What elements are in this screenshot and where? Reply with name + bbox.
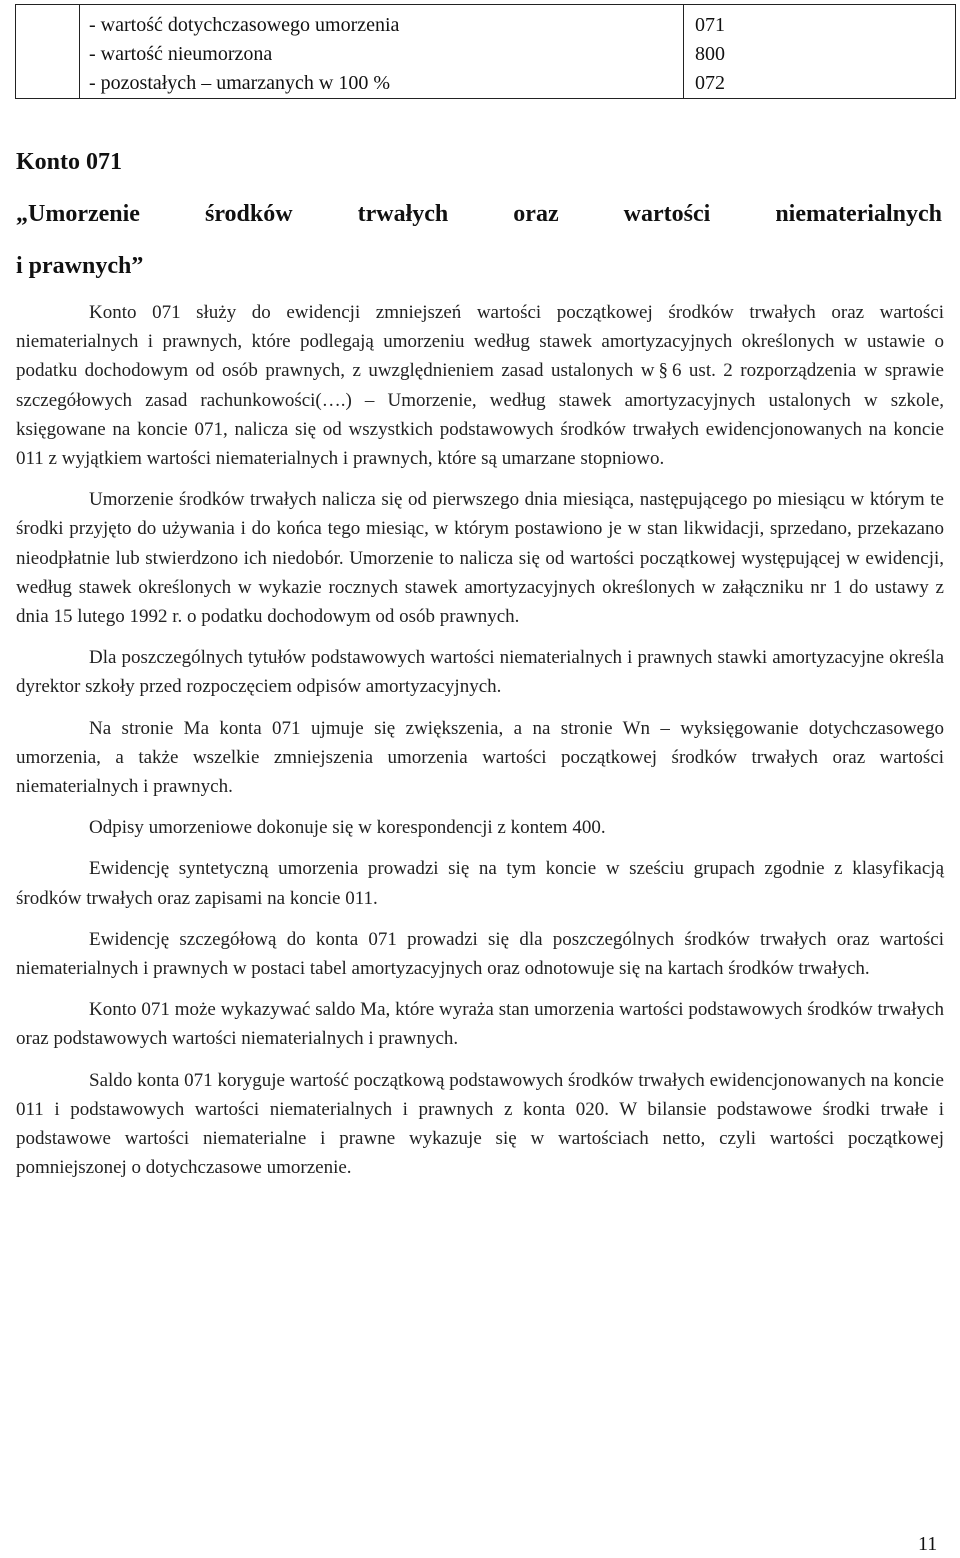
paragraph-text: Konto 071 służy do ewidencji zmniejszeń wartości początkowej środków trwałych oraz wartości niematerialnych i prawnych, które podlegają umorzeniu według stawek amortyzacyjnych określonych w ustawie o podatku dochodowym od osób prawnych, z uwzględnieniem zasad ustalonych w <box>16 302 944 382</box>
title-word: wartości <box>623 201 711 227</box>
account-number: 071 <box>695 14 725 36</box>
account-heading: Konto 071 <box>16 149 123 175</box>
account-number: 800 <box>695 43 725 65</box>
account-table <box>15 4 956 99</box>
description-line: - pozostałych – umarzanych w 100 % <box>89 72 391 94</box>
paragraph: Konto 071 może wykazywać saldo Ma, które wyraża stan umorzenia wartości podstawowych środków trwałych oraz podstawowych wartości niematerialnych i prawnych. <box>16 999 944 1050</box>
title-word: oraz <box>513 201 559 227</box>
section-sign: § <box>658 360 668 382</box>
paragraph: Saldo konta 071 koryguje wartość początkową podstawowych środków trwałych ewidencjonowanych na koncie 011 i podstawowych wartości niematerialnych i prawnych z konta 020. W bilansie podstawowe środki trwałe i podstawowe wartości niematerialne i prawne wykazuje się w wartościach netto, czyli wartości początkowej pomniejszonej o dotychczasowe umorzenie. <box>16 1069 944 1179</box>
account-title-line-1 <box>16 199 942 229</box>
account-title-line-2: i prawnych” <box>16 253 144 279</box>
paragraph: Ewidencję szczegółową do konta 071 prowadzi się dla poszczególnych środków trwałych oraz wartości niematerialnych i prawnych w postaci tabel amortyzacyjnych oraz odnotowuje się na kartach środków trwałych. <box>16 928 944 980</box>
document-body <box>16 298 944 1182</box>
title-word: „Umorzenie <box>16 201 140 227</box>
paragraph: Umorzenie środków trwałych nalicza się od pierwszego dnia miesiąca, następującego po miesiącu w którym te środki przyjęto do używania i do końca tego miesiąc, w którym postawiono je w stan likwidacji, sprzedano, przekazano nieodpłatnie lub stwierdzono ich niedobór. Umorzenie to nalicza się od wartości początkowej występującej w ewidencji, według stawek określonych w wykazie rocznych stawek amortyzacyjnych określonych w załączniku nr 1 do ustawy z dnia 15 lutego 1992 r. o podatku dochodowym od osób prawnych. <box>16 489 944 628</box>
paragraph: Odpisy umorzeniowe dokonuje się w korespondencji z kontem 400. <box>89 817 606 839</box>
title-word: trwałych <box>357 201 449 227</box>
paragraph: Dla poszczególnych tytułów podstawowych wartości niematerialnych i prawnych stawki amortyzacyjne określa dyrektor szkoły przed rozpoczęciem odpisów amortyzacyjnych. <box>16 647 944 698</box>
description-line: - wartość nieumorzona <box>89 43 273 65</box>
paragraph-text: 6 ust. 2 rozporządzenia w sprawie szczegółowych zasad rachunkowości(….) – Umorzenie, według stawek amortyzacyjnych ustalonych w szkole, księgowane na koncie 071, nalicza się od wszystkich podstawowych środków trwałych ewidencjonowanych na koncie 011 z wyjątkiem wartości niematerialnych i prawnych, które są umarzane stopniowo. <box>16 360 944 470</box>
table-cell-descriptions <box>80 5 684 99</box>
title-word: środków <box>204 201 293 227</box>
table-cell-accounts <box>684 5 956 99</box>
paragraph <box>16 298 944 473</box>
account-number: 072 <box>695 72 725 94</box>
title-word: niematerialnych <box>775 201 942 227</box>
page-number: 11 <box>918 1533 938 1555</box>
paragraph: Na stronie Ma konta 071 ujmuje się zwiększenia, a na stronie Wn – wyksięgowanie dotychczasowego umorzenia, a także wszelkie zmniejszenia umorzenia wartości początkowej środków trwałych oraz wartości niematerialnych i prawnych. <box>16 717 944 798</box>
table-cell-empty <box>16 5 80 99</box>
paragraph: Ewidencję syntetyczną umorzenia prowadzi się na tym koncie w sześciu grupach zgodnie z klasyfikacją środków trwałych oraz zapisami na koncie 011. <box>16 858 944 909</box>
table-row <box>16 5 956 99</box>
description-line: - wartość dotychczasowego umorzenia <box>89 14 400 36</box>
